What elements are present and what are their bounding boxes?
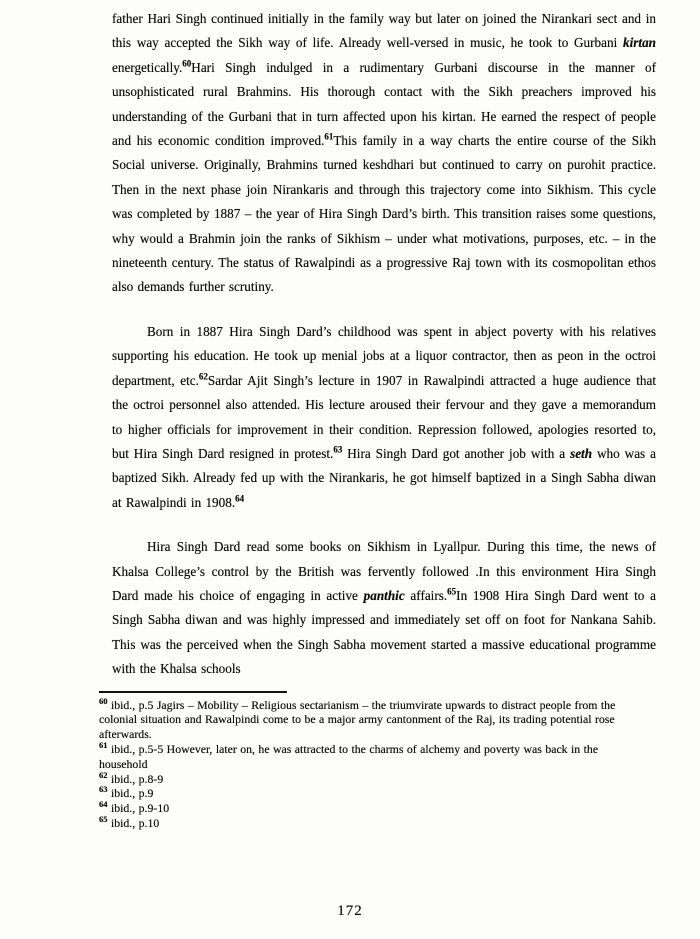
text-segment: affairs. xyxy=(404,587,448,603)
text-segment: This family in a way charts the entire course of the Sikh Social universe. Originally, Brahmins turned keshdhari but continued to carry on purohit practice. Then in the next phase join Nirankaris and through this trajectory come into Sikhism. This cycle was completed by 1887 – the year of Hira Singh Dard’s birth. This transition raises some questions, why would a Brahmin join the ranks of Sikhism – under what motivations, purposes, etc. – in the nineteenth century. The status of Rawalpindi as a progressive Raj town with its cosmopolitan ethos also demands further scrutiny. xyxy=(112,133,656,295)
body-paragraph xyxy=(112,535,656,681)
footnote-number: 64 xyxy=(99,799,108,810)
footnote-text: ibid., p.9 xyxy=(107,786,154,801)
text-segment: Born in 1887 Hira Singh Dard’s childhood was spent in abject poverty with his relatives supporting his education. He took up menial jobs at a liquor contractor, then as peon in the octroi department, etc. xyxy=(112,323,656,388)
footnote-ref: 64 xyxy=(235,493,245,504)
body-paragraph xyxy=(112,320,656,515)
text-segment: Hira Singh Dard read some books on Sikhism in Lyallpur. During this time, the news of Khalsa College’s control by the British was fervently followed .In this environment Hira Singh Dard made his choice of engaging in active xyxy=(112,539,656,603)
body-text-block xyxy=(112,7,656,682)
footnote-65 xyxy=(99,816,648,831)
emphasized-term: panthic xyxy=(363,587,405,603)
footnote-ref: 63 xyxy=(333,444,343,455)
text-segment: father Hari Singh continued initially in the family way but later on joined the Nirankari sect and in this way accepted the Sikh way of life. Already well-versed in music, he took to Gurbani xyxy=(112,11,656,51)
footnote-ref: 61 xyxy=(324,131,334,142)
text-segment: who was a baptized Sikh. Already fed up with the Nirankaris, he got himself baptized in a Singh Sabha diwan at Rawalpindi in 1908. xyxy=(112,445,656,510)
footnote-63 xyxy=(99,786,648,801)
text-segment: Hira Singh Dard got another job with a xyxy=(342,445,571,461)
footnote-text: ibid., p.5 Jagirs – Mobility – Religious sectarianism – the triumvirate upwards to distract people from the colonial situation and Rawalpindi come to be a major army cantonment of the Raj, its trading potential rose afterwards. xyxy=(99,697,616,742)
emphasized-term: seth xyxy=(570,445,593,461)
footnote-text: ibid., p.8-9 xyxy=(107,771,164,786)
footnote-number: 65 xyxy=(99,814,108,825)
footnote-64 xyxy=(99,801,648,816)
footnote-number: 60 xyxy=(99,695,108,706)
footnote-number: 61 xyxy=(99,740,108,751)
footnote-text: ibid., p.9-10 xyxy=(107,801,170,816)
footnote-60 xyxy=(99,695,648,742)
emphasized-term: kirtan xyxy=(623,35,656,51)
footnote-number: 62 xyxy=(99,769,108,780)
text-segment: Sardar Ajit Singh’s lecture in 1907 in Rawalpindi attracted a huge audience that the octroi personnel also attended. His lecture aroused their fervour and they gave a memorandum to higher officials for improvement in their condition. Repression followed, apologies resorted to, but Hira Singh Dard resigned in protest. xyxy=(112,372,656,461)
footnote-number: 63 xyxy=(99,784,108,795)
page-number: 172 xyxy=(337,903,363,919)
footnote-ref: 65 xyxy=(447,586,457,597)
footnote-ref: 60 xyxy=(182,58,192,69)
body-paragraph xyxy=(112,7,656,300)
text-segment: energetically. xyxy=(112,59,183,75)
footnote-separator-rule xyxy=(99,691,287,693)
footnote-62 xyxy=(99,769,648,787)
text-segment: Hari Singh indulged in a rudimentary Gurbani discourse in the manner of unsophisticated rural Brahmins. His thorough contact with the Sikh preachers improved his understanding of the Gurbani that in turn affected upon his kirtan. He earned the respect of people and his economic condition improved. xyxy=(112,59,656,149)
footnotes-block xyxy=(99,695,648,831)
footnote-ref: 62 xyxy=(198,371,208,382)
text-segment: In 1908 Hira Singh Dard went to a Singh Sabha diwan and was highly impressed and immediately set off on foot for Nankana Sahib. This was the perceived when the Singh Sabha movement started a massive educational programme with the Khalsa schools xyxy=(112,587,656,677)
footnote-text: ibid., p.5-5 However, later on, he was attracted to the charms of alchemy and poverty was back in the household xyxy=(99,741,599,771)
footnote-61 xyxy=(99,742,648,772)
footnote-text: ibid., p.10 xyxy=(107,815,160,830)
